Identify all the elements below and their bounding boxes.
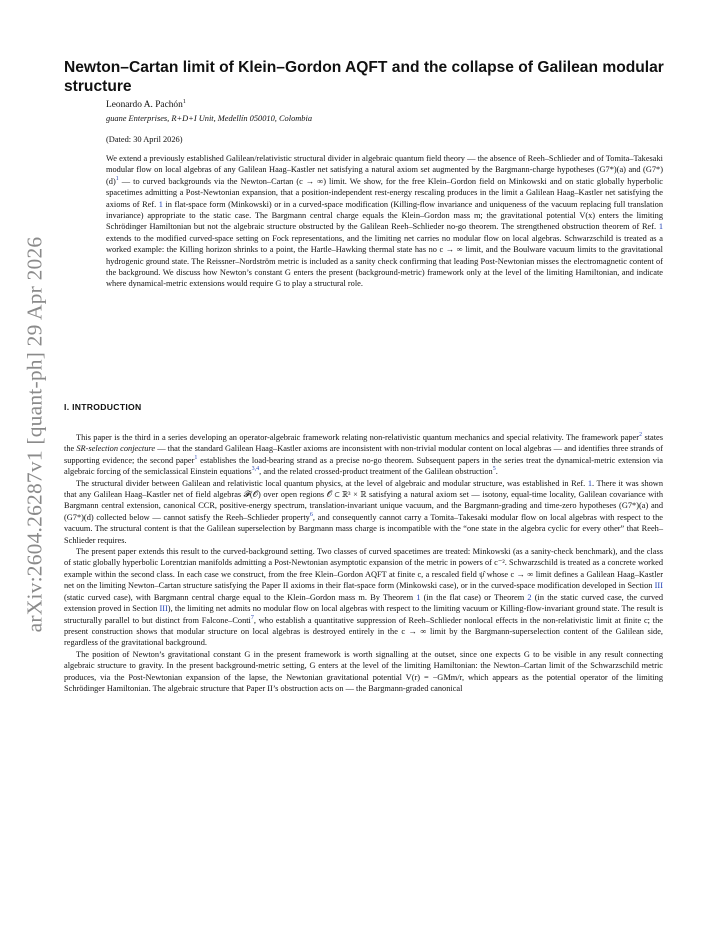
- section-link[interactable]: III: [654, 581, 663, 591]
- reference-link[interactable]: 1: [158, 199, 163, 209]
- citation-link[interactable]: 7: [250, 614, 254, 621]
- citation-link[interactable]: 2: [639, 432, 643, 439]
- paragraph-text: (in the static curved case, the curved extension proved in Section: [64, 592, 664, 614]
- author-name: Leonardo A. Pachón: [106, 100, 183, 110]
- paper-title: Newton–Cartan limit of Klein–Gordon AQFT and the collapse of Galilean modular structure: [64, 59, 664, 95]
- abstract-text: — to curved backgrounds via the Newton–Cartan (c → ∞) limit. We show, for the free Klein–Gordon field on Minkowski and on static globally hyperbolic spacetimes admitting a Post-Newtonian expansion, that a position-independent rest-energy rescaling produces in the limit a Galilean Haag–Kastler net satisfying the axioms of Ref.: [106, 176, 663, 209]
- paragraph-text: states the: [64, 433, 663, 454]
- emphasis-text: SR-selection conjecture: [76, 444, 156, 454]
- paragraph-text: .: [495, 467, 498, 477]
- theorem-link[interactable]: 2: [527, 592, 532, 602]
- citation-link[interactable]: 1: [115, 176, 119, 183]
- abstract-text: extends to the modified curved-space setting on Fock representations, and the limiting net carries no modular flow on local algebras. Schwarzschild is treated as a worked example: the Killing horizon shrinks to a point, the Hartle–Hawking thermal state has no c → ∞ limit, and the Boulware vacuum limits to the gravitational hydrogenic ground state. The Reissner–Nordström metric is included as a sanity check confirming that leading Post-Newtonian misses the electromagnetic content of the background. We discuss how Newton’s constant G enters the present (background-metric) framework only at the level of the limiting Hamiltonian, and indicate where dynamical-metric extensions would require G to play a structural role.: [106, 233, 663, 289]
- paragraph-text: — that the standard Galilean Haag–Kastler axioms are inconsistent with non-trivial modular content on local algebras — and identifies three strands of supporting evidence; the second paper: [64, 444, 664, 465]
- affiliation-mark: 1: [182, 98, 186, 105]
- citation-link[interactable]: 1: [194, 455, 198, 462]
- introduction-body: [64, 432, 663, 694]
- abstract-text: We extend a previously established Galilean/relativistic structural divider in algebraic quantum field theory — the absence of Reeh–Schlieder and of Tomita–Takesaki modular flow on local algebras of any Galilean Haag–Kastler net satisfying a natural axiom set augmented by the Bargmann-charge hypotheses (G7*)(a) and (G7*)(d): [106, 154, 663, 186]
- author-line: [106, 100, 186, 110]
- reference-link[interactable]: 1: [587, 478, 592, 488]
- paragraph-text: The position of Newton’s gravitational constant G in the present framework is worth signalling at the outset, since one expects G to be visible in any result connecting algebraic structure to gravity. In the present background-metric setting, G enters at the level of the limiting Hamiltonian: the Newton–Cartan limit of the Schwarzschild metric produces, via the Post-Newtonian expansion of the lapse, the Newtonian gravitational potential V(r) = −GMm/r, which appears as the potential operator of the limiting Schrödinger Hamiltonian. The algebraic structure that Paper II’s obstruction acts on — the Bargmann-graded canonical: [64, 649, 663, 693]
- arxiv-identifier-stamp: [20, 236, 50, 632]
- paragraph-text: This paper is the third in a series developing an operator-algebraic framework relating non-relativistic quantum mechanics and special relativity. The framework paper: [76, 433, 640, 442]
- paragraph: [64, 649, 663, 695]
- paragraph: [64, 478, 663, 546]
- abstract: [106, 153, 663, 290]
- reference-link[interactable]: 1: [658, 222, 663, 232]
- paragraph-text: The structural divider between Galilean and relativistic local quantum physics, at the level of algebraic and modular structure, was established in Ref.: [76, 478, 588, 488]
- paragraph-text: ), the limiting net admits no modular flow on local algebras with respect to the limiting vacuum or Killing-flow-invariant ground state. The result is structurally parallel to but distinct from Falcone–Conti: [64, 604, 664, 625]
- citation-link[interactable]: 3,4: [251, 466, 260, 473]
- section-heading-introduction: I. INTRODUCTION: [64, 402, 142, 412]
- paragraph: [64, 432, 663, 478]
- paragraph-text: , and consequently cannot carry a Tomita–Takesaki modular flow on local algebras with respect to the vacuum. The structural content is that the Galilean superselection by Bargmann mass charge is incompatible with the “one state in the algebra cyclic for every other” that Reeh–Schlieder requires.: [64, 512, 663, 545]
- paragraph-text: (static curved case), with Bargmann central charge equal to the Klein–Gordon mass m. By Theorem: [64, 592, 417, 602]
- paragraph-text: , and the related crossed-product treatment of the Galilean obstruction: [259, 467, 493, 477]
- citation-link[interactable]: 6: [309, 512, 313, 519]
- paragraph-text: establishes the load-bearing strand as a precise no-go theorem. Subsequent papers in the series treat the dynamical-metric extension via algebraic forcing of the semiclassical Einstein equations: [64, 455, 663, 477]
- paragraph-text: (in the flat case) or Theorem: [420, 592, 528, 602]
- section-link[interactable]: III: [159, 604, 168, 614]
- paragraph-text: . There it was shown that any Galilean Haag–Kastler net of field algebras 𝓕(𝒪) over open regions 𝒪 ⊂ ℝ³ × ℝ satisfying a natural axiom set — isotony, equal-time locality, Galilean covariance with Bargmann central extension, canonical CCR, positive-energy spectrum, translation-invariant unique vacuum, and the Bargmann-grading and time-zero hypotheses (G7*)(a) and (G7*)(d) collected below — cannot satisfy the Reeh–Schlieder property: [64, 478, 663, 522]
- paragraph-text: , who establish a quantitative suppression of Reeh–Schlieder nonlocal effects in the non-relativistic limit at finite c; the present construction shows that modular structure on local algebras is destroyed entirely in the c → ∞ limit by the Bargmann-superselection content of the Galilean side, regardless of the gravitational background.: [64, 615, 663, 648]
- date-line: (Dated: 30 April 2026): [106, 135, 183, 144]
- arxiv-identifier-text: arXiv:2604.26287v1 [quant-ph] 29 Apr 2026: [22, 236, 47, 632]
- paragraph-text: The present paper extends this result to the curved-background setting. Two classes of curved spacetimes are treated: Minkowski (as a sanity-check benchmark), and the class of static globally hyperbolic Lorentzian manifolds admitting a Post-Newtonian asymptotic expansion of the metric in powers of c⁻². Schwarzschild is treated as a concrete worked example within the second class. In each case we construct, from the free Klein–Gordon AQFT at finite c, a rescaled field ψ̂ whose c → ∞ limit defines a Galilean Haag–Kastler net on the limiting Newton–Cartan structure satisfying the Paper II axioms in their flat-space form (Minkowski case), or in the curved-space modification developed in Section: [64, 547, 663, 591]
- theorem-link[interactable]: 1: [416, 592, 421, 602]
- paragraph: [64, 546, 663, 649]
- citation-link[interactable]: 5: [492, 466, 496, 473]
- affiliation: guane Enterprises, R+D+I Unit, Medellín 050010, Colombia: [106, 114, 313, 123]
- abstract-text: in flat-space form (Minkowski) or in a curved-space modification (Killing-flow invariance and uniqueness of the vacuum replacing full translation invariance) appropriate to the static case. The Bargmann central charge equals the Klein–Gordon mass m; the gravitational potential V(x) enters the limiting Schrödinger Hamiltonian but not the algebraic structure obstructed by the Galilean Reeh–Schlieder no-go theorem. The strengthened obstruction theorem of Ref.: [106, 199, 663, 232]
